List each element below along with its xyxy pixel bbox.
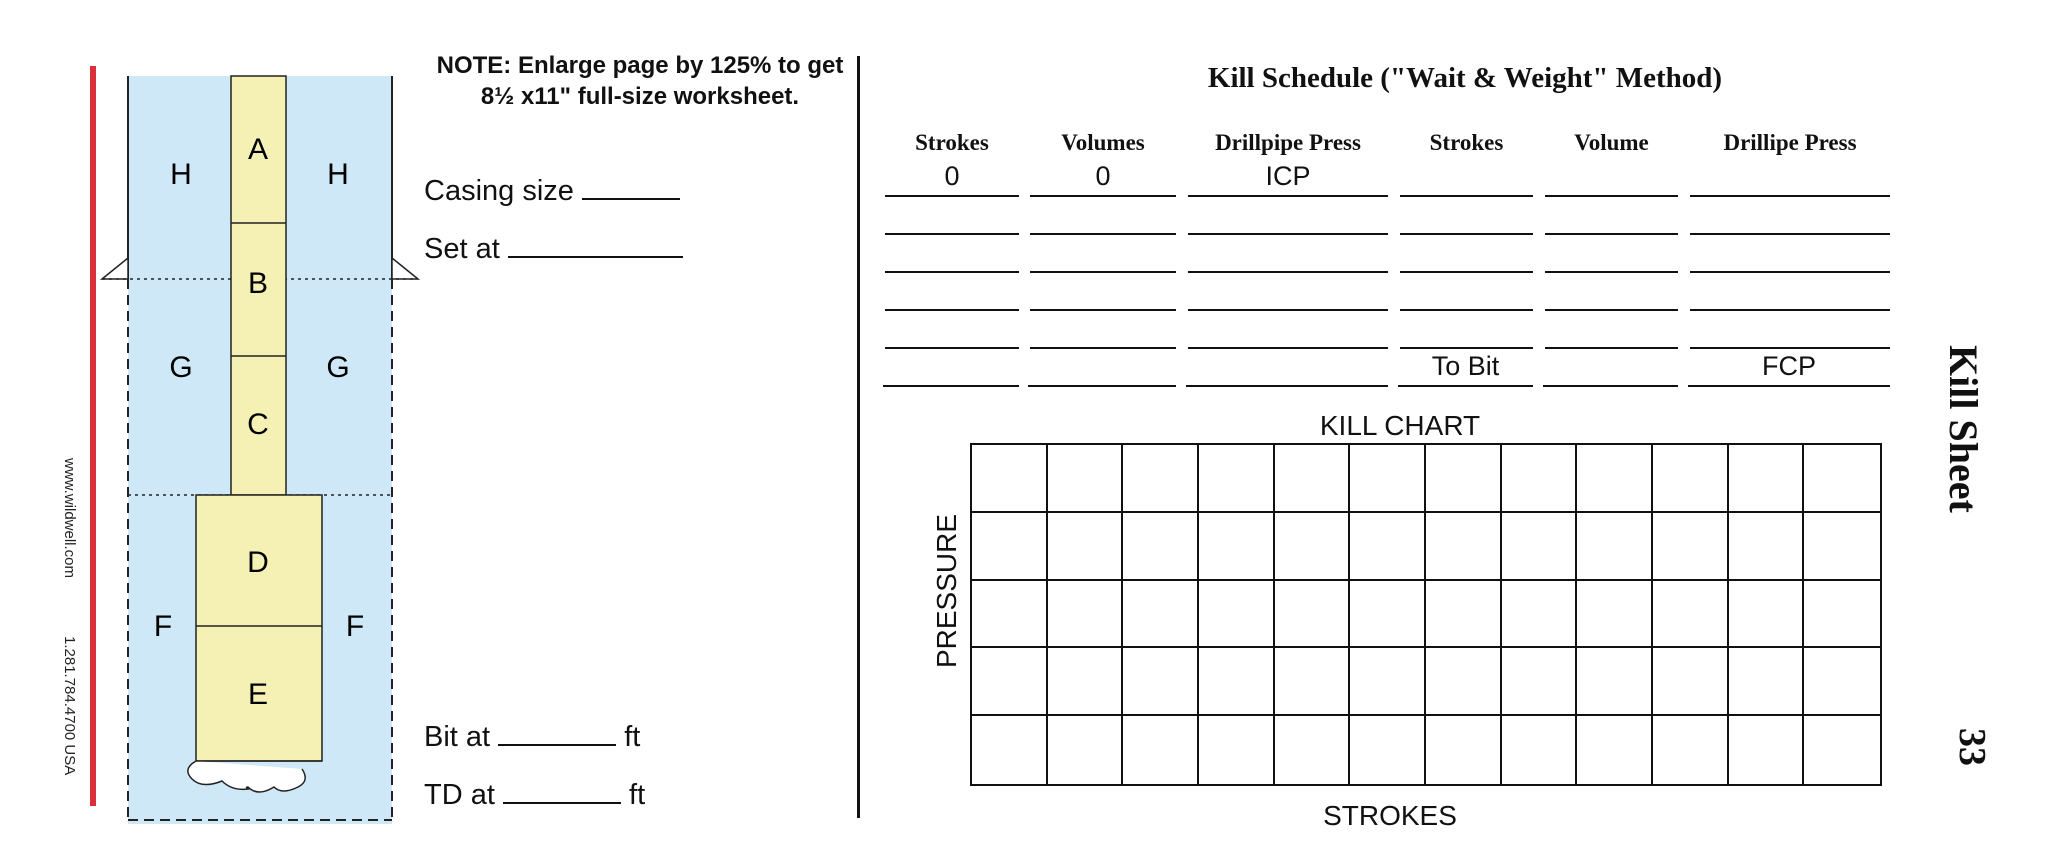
schedule-cell[interactable]	[1030, 274, 1176, 311]
schedule-cell[interactable]	[1690, 160, 1890, 197]
set-at-blank[interactable]	[508, 230, 683, 258]
schedule-cell[interactable]	[885, 312, 1019, 349]
kill-chart-title: KILL CHART	[1319, 410, 1481, 441]
section-f-left-label: F	[153, 610, 173, 643]
kill-chart-y-label: PRESSURE	[931, 513, 962, 669]
kill-schedule-title: Kill Schedule ("Wait & Weight" Method)	[1207, 62, 1723, 94]
section-c-label: C	[247, 408, 269, 441]
schedule-cell[interactable]	[1400, 312, 1533, 349]
td-at-unit: ft	[629, 779, 646, 811]
casing-shoe-right	[392, 258, 418, 279]
header-drillpipe-press-2: Drillipe Press	[1723, 130, 1857, 155]
header-drillpipe-press-1: Drillpipe Press	[1215, 130, 1361, 155]
section-e-label: E	[247, 678, 269, 711]
section-g-right-label: G	[326, 351, 350, 384]
schedule-cell[interactable]	[1543, 350, 1678, 387]
casing-size-blank[interactable]	[582, 172, 680, 200]
schedule-cell[interactable]	[1545, 236, 1678, 273]
td-at-blank[interactable]	[503, 776, 621, 804]
schedule-cell[interactable]: ICP	[1188, 160, 1388, 197]
schedule-cell[interactable]	[1030, 236, 1176, 273]
casing-size-field[interactable]	[424, 172, 680, 208]
bit-at-field[interactable]	[424, 718, 640, 754]
casing-size-label: Casing size	[424, 175, 574, 207]
td-at-label: TD at	[424, 779, 495, 811]
schedule-cell[interactable]	[885, 236, 1019, 273]
schedule-cell[interactable]	[1690, 198, 1890, 235]
set-at-label: Set at	[424, 233, 500, 265]
casing-shoe-left	[102, 258, 128, 279]
kill-chart-x-label: STROKES	[1323, 800, 1457, 831]
page-number: 33	[1951, 728, 1993, 766]
section-g-left-label: G	[169, 351, 193, 384]
header-volume: Volume	[1574, 130, 1649, 155]
phone-text: 1.281.784.4700 USA	[61, 636, 78, 776]
schedule-cell[interactable]	[1030, 312, 1176, 349]
fcp-cell[interactable]: FCP	[1688, 350, 1890, 387]
schedule-cell[interactable]	[1545, 160, 1678, 197]
wellbore-diagram	[95, 70, 425, 830]
schedule-cell[interactable]	[1400, 160, 1533, 197]
section-a-label: A	[247, 133, 269, 166]
enlarge-note: NOTE: Enlarge page by 125% to get 8½ x11" full-size worksheet.	[436, 52, 844, 110]
schedule-cell[interactable]: 0	[1030, 160, 1176, 197]
schedule-cell[interactable]	[1030, 198, 1176, 235]
set-at-field[interactable]	[424, 230, 683, 266]
to-bit-cell[interactable]: To Bit	[1398, 350, 1533, 387]
bit-at-unit: ft	[624, 721, 641, 753]
schedule-cell[interactable]	[1690, 236, 1890, 273]
drill-collars	[196, 495, 322, 761]
schedule-cell[interactable]	[1690, 274, 1890, 311]
section-f-right-label: F	[345, 610, 365, 643]
schedule-cell[interactable]	[885, 198, 1019, 235]
section-h-left-label: H	[170, 158, 192, 191]
page-divider	[857, 56, 860, 818]
schedule-cell[interactable]	[1400, 274, 1533, 311]
bit-at-blank[interactable]	[498, 718, 616, 746]
schedule-cell[interactable]	[1188, 236, 1388, 273]
schedule-cell[interactable]	[1545, 274, 1678, 311]
header-volumes: Volumes	[1061, 130, 1145, 155]
section-d-label: D	[247, 546, 269, 579]
schedule-cell[interactable]: 0	[885, 160, 1019, 197]
website-text: www.wildwell.com	[61, 458, 78, 579]
header-strokes-1: Strokes	[915, 130, 989, 155]
section-b-label: B	[247, 267, 269, 300]
schedule-cell[interactable]	[1188, 198, 1388, 235]
schedule-cell[interactable]	[1690, 312, 1890, 349]
schedule-cell[interactable]	[1545, 312, 1678, 349]
schedule-cell[interactable]	[885, 274, 1019, 311]
schedule-cell[interactable]	[1545, 198, 1678, 235]
bit-at-label: Bit at	[424, 721, 491, 753]
schedule-cell[interactable]	[883, 350, 1019, 387]
schedule-cell[interactable]	[1186, 350, 1388, 387]
schedule-cell[interactable]	[1400, 236, 1533, 273]
header-strokes-2: Strokes	[1429, 130, 1504, 155]
section-h-right-label: H	[327, 158, 349, 191]
schedule-cell[interactable]	[1188, 312, 1388, 349]
kill-chart-grid[interactable]	[970, 443, 1882, 786]
td-at-field[interactable]	[424, 776, 645, 812]
page-side-title: Kill Sheet	[1941, 345, 1986, 513]
schedule-cell[interactable]	[1188, 274, 1388, 311]
schedule-cell[interactable]	[1028, 350, 1176, 387]
schedule-cell[interactable]	[1400, 198, 1533, 235]
